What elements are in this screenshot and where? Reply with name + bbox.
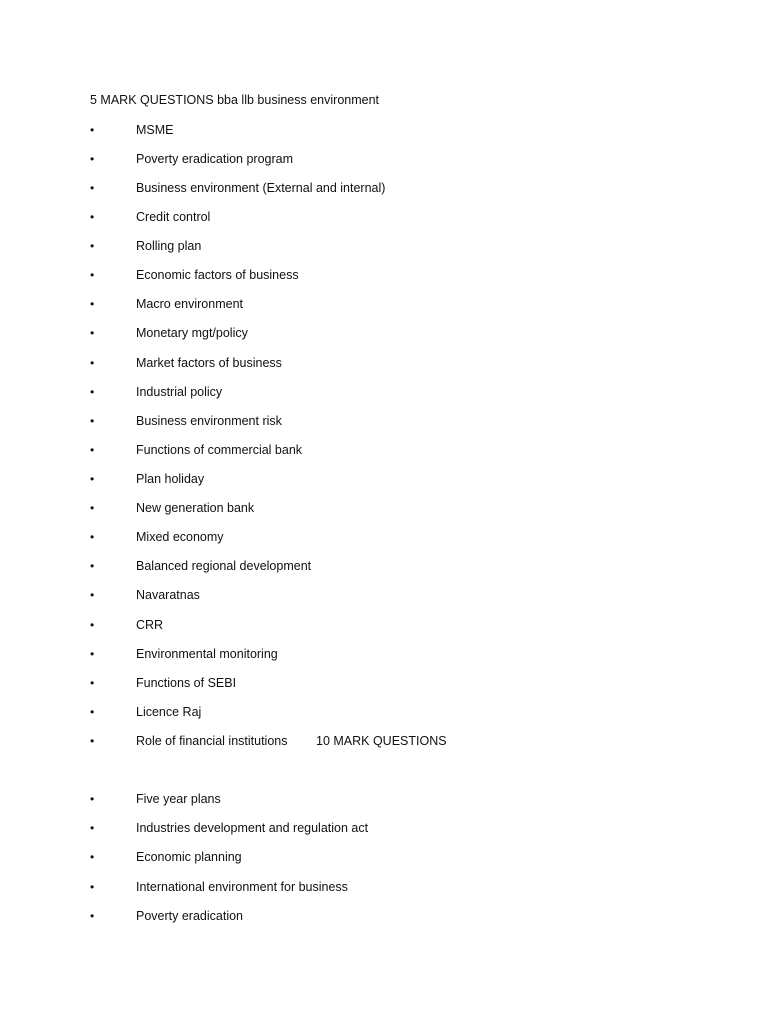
section-heading-10-mark: 10 MARK QUESTIONS (316, 734, 447, 748)
list-item (0, 208, 768, 226)
list-item-text: Functions of SEBI (136, 676, 237, 690)
list-item-text: CRR (136, 618, 164, 632)
list-item (0, 324, 768, 342)
list-item (0, 616, 768, 634)
list-item-text: Navaratnas (136, 588, 200, 602)
bullet-icon: • (90, 297, 95, 311)
bullet-icon: • (90, 618, 95, 632)
bullet-icon: • (90, 734, 95, 748)
bullet-icon: • (90, 326, 95, 340)
bullet-icon: • (90, 676, 95, 690)
list-item-text: Poverty eradication program (136, 152, 294, 166)
bullet-icon: • (90, 588, 95, 602)
list-item (0, 586, 768, 604)
bullet-icon: • (90, 530, 95, 544)
bullet-icon: • (90, 414, 95, 428)
bullet-icon: • (90, 385, 95, 399)
list-item (0, 703, 768, 721)
list-item (0, 674, 768, 692)
list-item-text: Economic factors of business (136, 268, 299, 282)
list-item (0, 383, 768, 401)
list-item (0, 412, 768, 430)
list-item-text: Role of financial institutions (136, 734, 288, 748)
list-item-text: Economic planning (136, 850, 242, 864)
bullet-icon: • (90, 181, 95, 195)
list-item (0, 266, 768, 284)
list-item-text: Licence Raj (136, 705, 202, 719)
bullet-icon: • (90, 880, 95, 894)
list-item-text: Industrial policy (136, 385, 223, 399)
list-item-text: Poverty eradication (136, 909, 244, 923)
list-item (0, 295, 768, 313)
bullet-icon: • (90, 559, 95, 573)
list-item-text: Mixed economy (136, 530, 224, 544)
list-item (0, 645, 768, 663)
bullet-icon: • (90, 821, 95, 835)
list-item (0, 354, 768, 372)
bullet-icon: • (90, 647, 95, 661)
bullet-icon: • (90, 705, 95, 719)
bullet-icon: • (90, 909, 95, 923)
list-item (0, 528, 768, 546)
bullet-icon: • (90, 210, 95, 224)
list-item-text: Rolling plan (136, 239, 202, 253)
list-item-text: Business environment (External and internal) (136, 181, 386, 195)
bullet-icon: • (90, 443, 95, 457)
list-item-text: Macro environment (136, 297, 243, 311)
list-item (0, 441, 768, 459)
list-item (0, 499, 768, 517)
list-item (0, 819, 768, 837)
list-item (0, 237, 768, 255)
list-item (0, 848, 768, 866)
list-item-text: Environmental monitoring (136, 647, 278, 661)
bullet-icon: • (90, 239, 95, 253)
bullet-icon: • (90, 123, 95, 137)
list-item (0, 470, 768, 488)
bullet-icon: • (90, 268, 95, 282)
list-item-text: New generation bank (136, 501, 255, 515)
list-item-text: Balanced regional development (136, 559, 312, 573)
list-item-text: Credit control (136, 210, 211, 224)
bullet-icon: • (90, 356, 95, 370)
bullet-icon: • (90, 501, 95, 515)
list-item (0, 121, 768, 139)
list-item-text: MSME (136, 123, 174, 137)
list-item (0, 557, 768, 575)
list-item (0, 790, 768, 808)
list-item (0, 150, 768, 168)
list-item (0, 179, 768, 197)
list-item-text: Monetary mgt/policy (136, 326, 248, 340)
list-item (0, 907, 768, 925)
list-item-text: Five year plans (136, 792, 221, 806)
list-item-text: Market factors of business (136, 356, 282, 370)
list-item (0, 878, 768, 896)
bullet-icon: • (90, 472, 95, 486)
list-item-text: International environment for business (136, 880, 348, 894)
bullet-icon: • (90, 152, 95, 166)
list-item-text: Industries development and regulation act (136, 821, 369, 835)
list-item-text: Plan holiday (136, 472, 205, 486)
list-item-text: Business environment risk (136, 414, 282, 428)
list-item (0, 732, 768, 750)
bullet-icon: • (90, 850, 95, 864)
list-item-text: Functions of commercial bank (136, 443, 303, 457)
page-title: 5 MARK QUESTIONS bba llb business environment (90, 93, 380, 107)
bullet-icon: • (90, 792, 95, 806)
